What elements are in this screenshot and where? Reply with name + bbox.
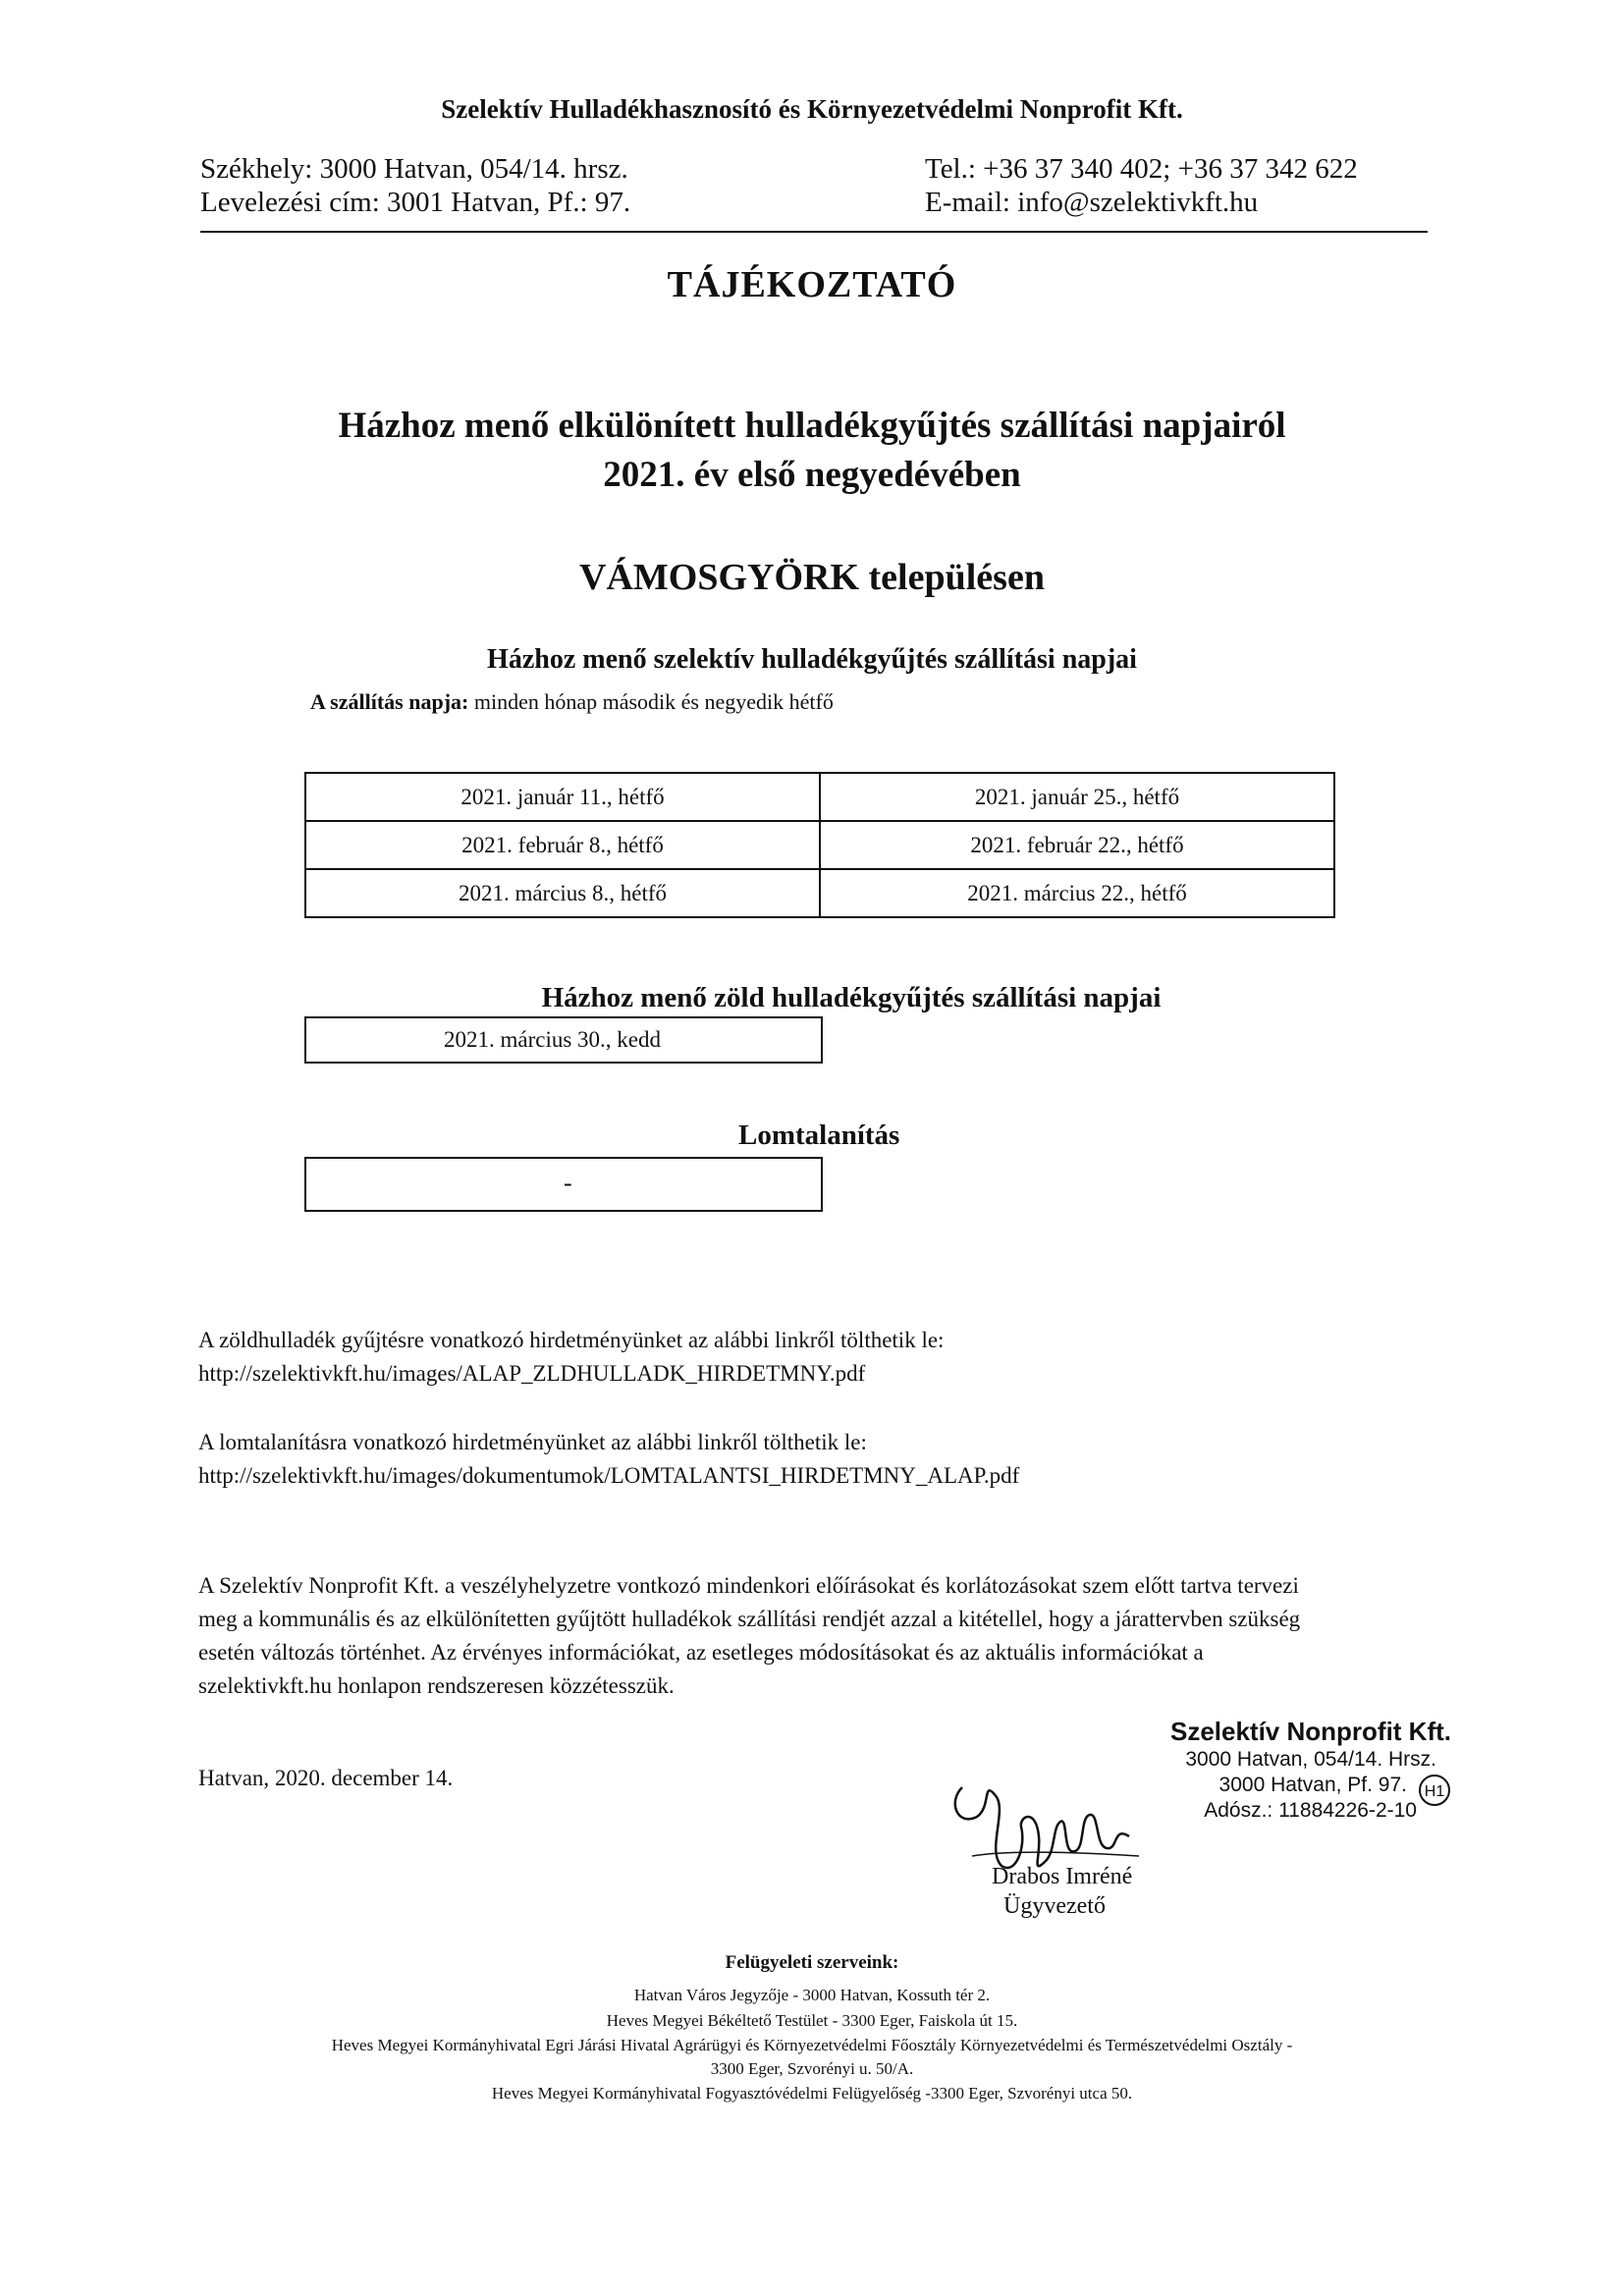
green-note-link[interactable]: http://szelektivkft.hu/images/ALAP_ZLDHULLADK_HIRDETMNY.pdf (198, 1361, 866, 1386)
notice-line: esetén változás történhet. Az érvényes információkat, az esetleges módosításokat és az aktuális információkat a (198, 1640, 1204, 1665)
date-cell: 2021. február 8., hétfő (305, 821, 820, 869)
table-row (305, 821, 1334, 869)
header-divider (200, 231, 1428, 233)
oversight-heading: Felügyeleti szerveink: (725, 1952, 899, 1973)
company-name: Szelektív Hulladékhasznosító és Környezetvédelmi Nonprofit Kft. (441, 94, 1183, 124)
collection-day (310, 689, 834, 715)
green-waste-heading: Házhoz menő zöld hulladékgyűjtés szállítási napjai (541, 982, 1162, 1013)
green-waste-note (198, 1324, 1426, 1391)
notice-line: A Szelektív Nonprofit Kft. a veszélyhelyzetre vontkozó mindenkori előírásokat és korlátozásokat szem előtt tartva tervezi (198, 1573, 1299, 1598)
stamp-address-2: 3000 Hatvan, Pf. 97. (1218, 1774, 1407, 1796)
email-address: E-mail: info@szelektivkft.hu (925, 187, 1259, 218)
seal-icon (1418, 1774, 1451, 1807)
bulky-waste-date-box (304, 1157, 823, 1212)
collection-day-value: minden hónap második és negyedik hétfő (468, 689, 834, 714)
oversight-line: Heves Megyei Kormányhivatal Fogyasztóvédelmi Felügyelőség -3300 Eger, Szvorényi utca 50. (491, 2084, 1133, 2103)
selective-dates-table (304, 772, 1335, 918)
postal-address: Levelezési cím: 3001 Hatvan, Pf.: 97. (200, 187, 631, 218)
collection-day-label: A szállítás napja: (310, 689, 469, 714)
signature-icon (943, 1758, 1159, 1915)
green-note-text: A zöldhulladék gyűjtésre vonatkozó hirdetményünket az alábbi linkről tölthetik le: (198, 1328, 945, 1352)
document-title: TÁJÉKOZTATÓ (667, 264, 957, 305)
date-cell: 2021. január 11., hétfő (305, 773, 820, 821)
stamp-address-1: 3000 Hatvan, 054/14. Hrsz. (1185, 1748, 1436, 1771)
settlement-name: VÁMOSGYÖRK településen (579, 557, 1045, 598)
stamp-tax-number: Adósz.: 11884226-2-10 (1204, 1799, 1417, 1822)
phone-numbers: Tel.: +36 37 340 402; +36 37 342 622 (925, 153, 1358, 185)
subtitle-line-1: Házhoz menő elkülönített hulladékgyűjtés szállítási napjairól (338, 406, 1286, 446)
bulky-waste-note (198, 1426, 1426, 1493)
bulky-note-text: A lomtalanításra vonatkozó hirdetményünket az alábbi linkről tölthetik le: (198, 1430, 867, 1454)
date-cell: 2021. március 22., hétfő (820, 869, 1334, 917)
bulky-note-link[interactable]: http://szelektivkft.hu/images/dokumentumok/LOMTALANTSI_HIRDETMNY_ALAP.pdf (198, 1463, 1020, 1488)
signer-name: Drabos Imréné (992, 1864, 1133, 1889)
bulky-waste-value: - (564, 1169, 572, 1197)
oversight-line: Heves Megyei Kormányhivatal Egri Járási Hivatal Agrárügyi és Környezetvédelmi Főosztály Környezetvédelmi és Természetvédelmi Osztály - (331, 2036, 1293, 2054)
oversight-line: Heves Megyei Békéltető Testület - 3300 Eger, Faiskola út 15. (606, 2011, 1018, 2030)
date-cell: 2021. március 8., hétfő (305, 869, 820, 917)
table-row (305, 869, 1334, 917)
signer-role: Ügyvezető (1003, 1893, 1106, 1919)
stamp-name: Szelektív Nonprofit Kft. (1169, 1717, 1451, 1746)
notice-line: szelektivkft.hu honlapon rendszeresen közzétesszük. (198, 1673, 675, 1698)
oversight-line: 3300 Eger, Szvorényi u. 50/A. (710, 2059, 914, 2078)
place-and-date: Hatvan, 2020. december 14. (198, 1766, 454, 1790)
bulky-waste-heading: Lomtalanítás (738, 1120, 900, 1151)
subtitle-line-2: 2021. év első negyedévében (603, 455, 1021, 495)
green-waste-date: 2021. március 30., kedd (444, 1027, 662, 1052)
notice-paragraph (198, 1569, 1494, 1703)
oversight-line: Hatvan Város Jegyzője - 3000 Hatvan, Kossuth tér 2. (633, 1986, 991, 2004)
date-cell: 2021. január 25., hétfő (820, 773, 1334, 821)
date-cell: 2021. február 22., hétfő (820, 821, 1334, 869)
notice-line: meg a kommunális és az elkülönítetten gyűjtött hulladékok szállítási rendjét azzal a kitétellel, hogy a járattervben szükség (198, 1607, 1301, 1631)
table-row (305, 773, 1334, 821)
company-seat: Székhely: 3000 Hatvan, 054/14. hrsz. (200, 153, 628, 185)
green-waste-date-box (304, 1016, 823, 1064)
svg-text:H1: H1 (1424, 1783, 1445, 1800)
selective-heading: Házhoz menő szelektív hulladékgyűjtés szállítási napjai (487, 644, 1137, 675)
